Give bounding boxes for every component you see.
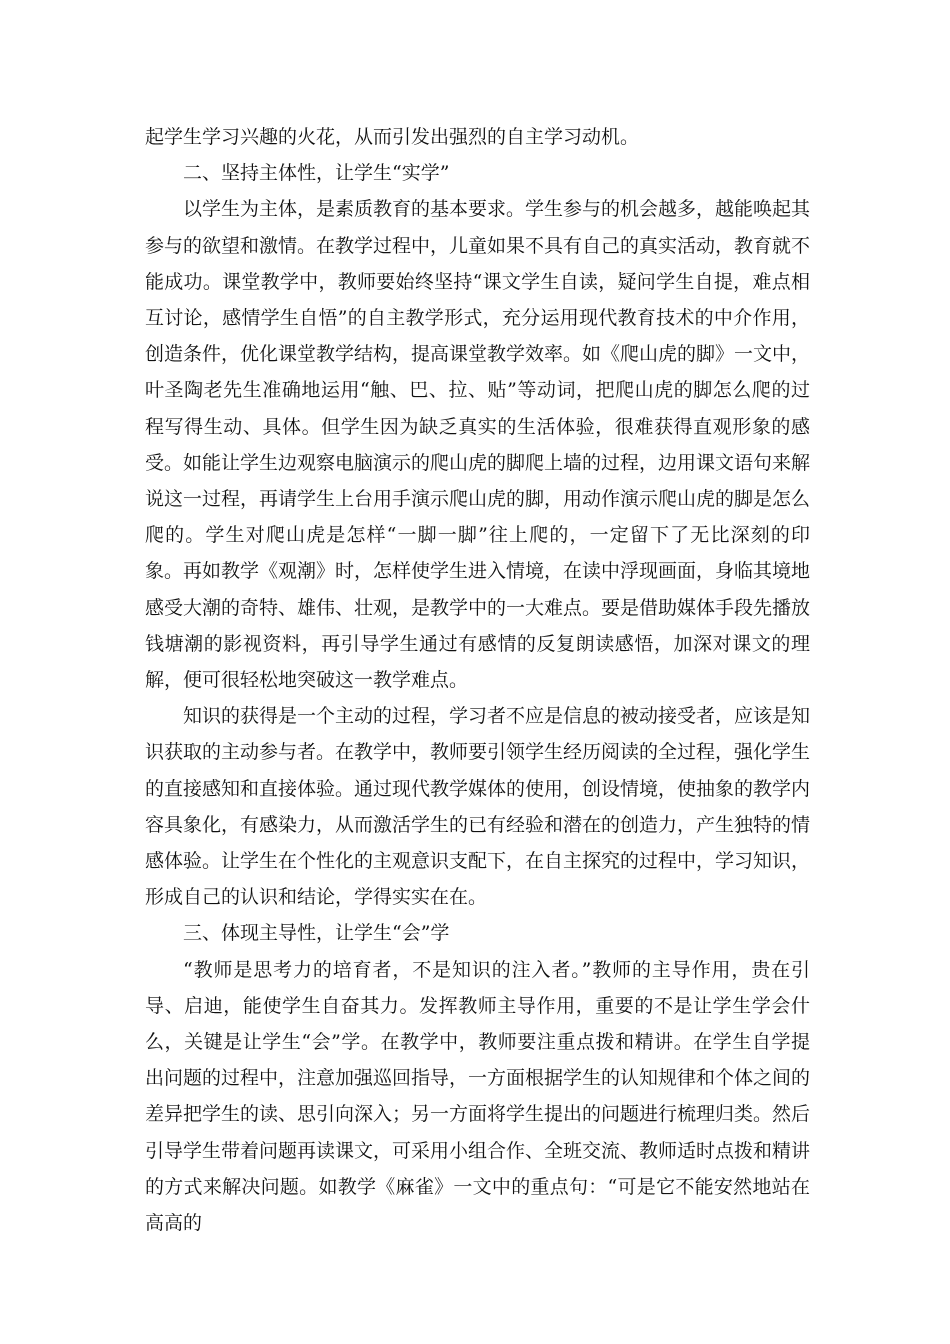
paragraph: 以学生为主体，是素质教育的基本要求。学生参与的机会越多，越能唤起其参与的欲望和激情。在教学过程中，儿童如果不具有自己的真实活动，教育就不能成功。课堂教学中，教师要始终坚持“课文学生自读，疑问学生自提，难点相互讨论，感情学生自悟”的自主教学形式，充分运用现代教育技术的中介作用，创造条件，优化课堂教学结构，提高课堂教学效率。如《爬山虎的脚》一文中，叶圣陶老先生准确地运用“触、巴、拉、贴”等动词，把爬山虎的脚怎么爬的过程写得生动、具体。但学生因为缺乏真实的生活体验，很难获得直观形象的感受。如能让学生边观察电脑演示的爬山虎的脚爬上墙的过程，边用课文语句来解说这一过程，再请学生上台用手演示爬山虎的脚，用动作演示爬山虎的脚是怎么爬的。学生对爬山虎是怎样“一脚一脚”往上爬的，一定留下了无比深刻的印象。再如教学《观潮》时，怎样使学生进入情境，在读中浮现画面，身临其境地感受大潮的奇特、雄伟、壮观，是教学中的一大难点。要是借助媒体手段先播放钱塘潮的影视资料，再引导学生通过有感情的反复朗读感悟，加深对课文的理解，便可很轻松地突破这一教学难点。 [145, 198, 811, 692]
section-heading-2: 二、坚持主体性，让学生“实学” [183, 162, 450, 185]
document-body [145, 119, 810, 1241]
paragraph-continuation: 起学生学习兴趣的火花，从而引发出强烈的自主学习动机。 [145, 126, 640, 148]
paragraph: “教师是思考力的培育者，不是知识的注入者。”教师的主导作用，贵在引导、启迪，能使学生自奋其力。发挥教师主导作用，重要的不是让学生学会什么，关键是让学生“会”学。在教学中，教师要注重点拨和精讲。在学生自学提出问题的过程中，注意加强巡回指导，一方面根据学生的认知规律和个体之间的差异把学生的读、思引向深入；另一方面将学生提出的问题进行梳理归类。然后引导学生带着问题再读课文，可采用小组合作、全班交流、教师适时点拨和精讲的方式来解决问题。如教学《麻雀》一文中的重点句：“可是它不能安然地站在高高的 [145, 958, 811, 1235]
paragraph: 知识的获得是一个主动的过程，学习者不应是信息的被动接受者，应该是知识获取的主动参与者。在教学中，教师要引领学生经历阅读的全过程，强化学生的直接感知和直接体验。通过现代教学媒体的使用，创设情境，使抽象的教学内容具象化，有感染力，从而激活学生的已有经验和潜在的创造力，产生独特的情感体验。让学生在个性化的主观意识支配下，在自主探究的过程中，学习知识，形成自己的认识和结论，学得实实在在。 [145, 705, 811, 909]
section-heading-3: 三、体现主导性，让学生“会”学 [183, 922, 450, 945]
